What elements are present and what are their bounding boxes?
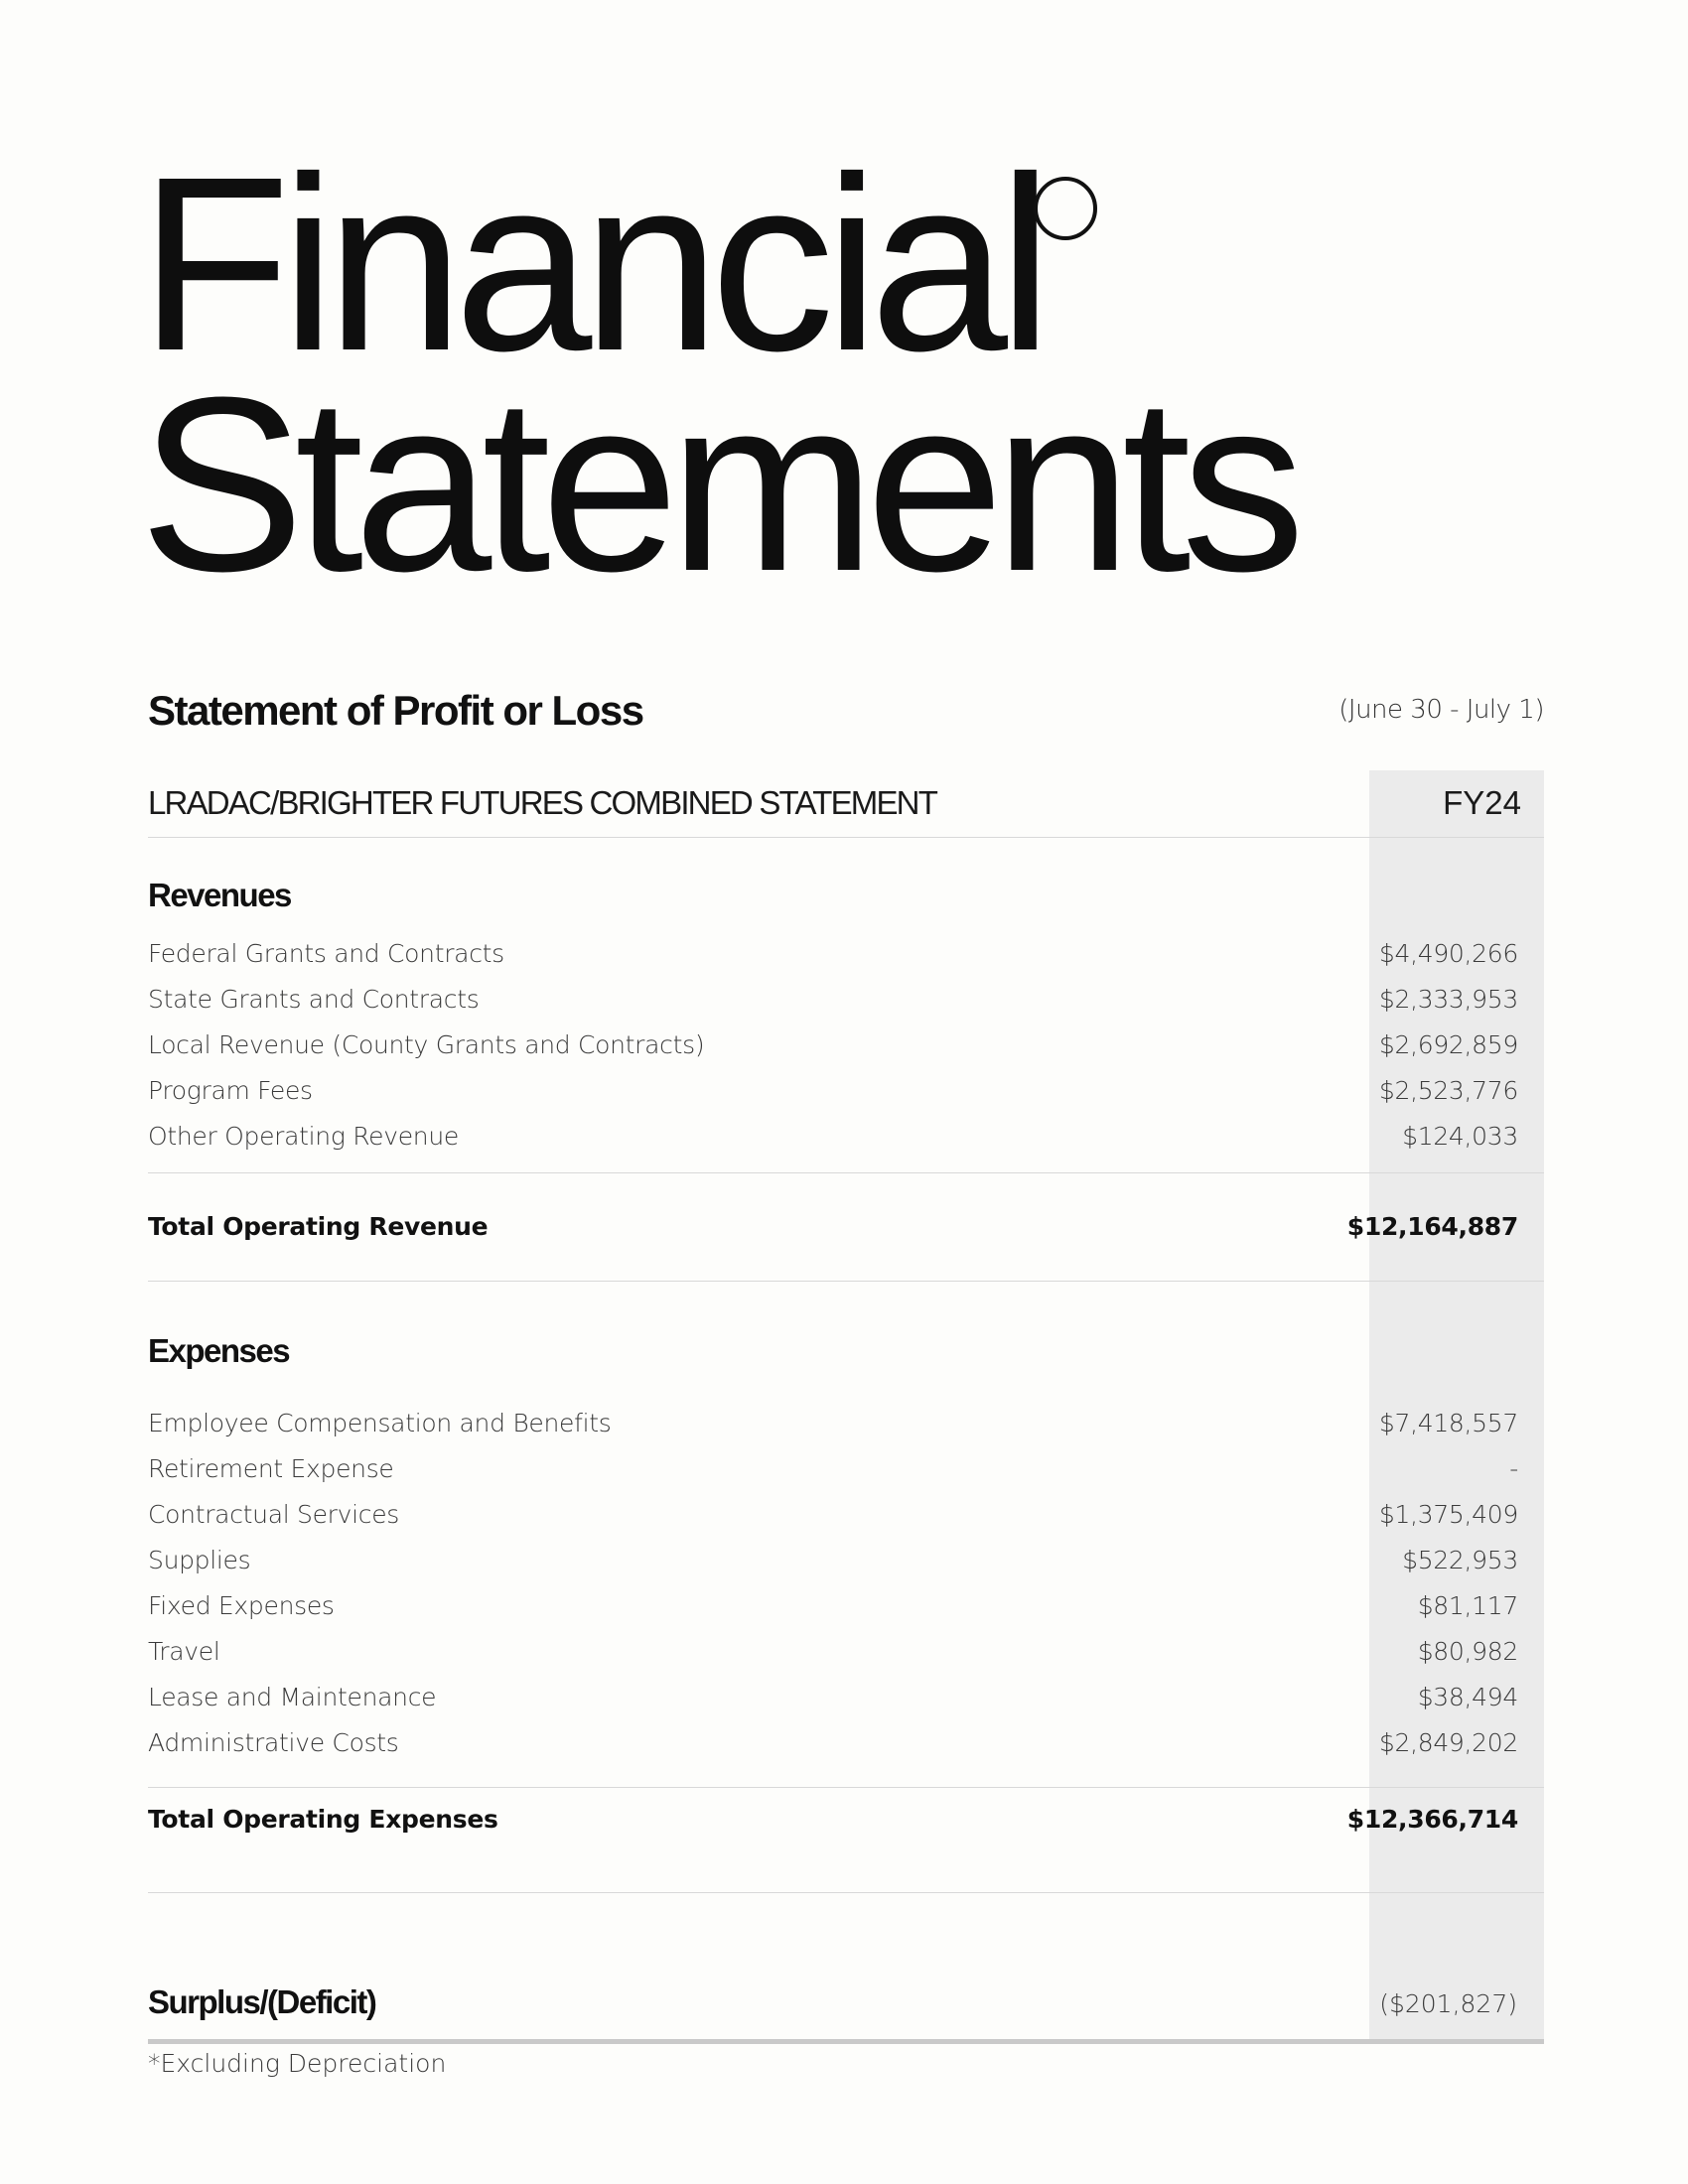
table-row bbox=[148, 1722, 1518, 1762]
expenses-heading: Expenses bbox=[148, 1332, 290, 1369]
table-row bbox=[148, 1024, 1518, 1064]
title-line-1: Financial bbox=[139, 125, 1044, 402]
table-row bbox=[148, 1448, 1518, 1488]
circle-icon bbox=[1034, 177, 1097, 240]
divider-thick bbox=[148, 2039, 1544, 2044]
table-row bbox=[148, 1403, 1518, 1442]
row-label: Retirement Expense bbox=[148, 1453, 394, 1483]
row-value: $4,490,266 bbox=[1378, 938, 1518, 968]
divider bbox=[148, 1172, 1544, 1173]
row-value: - bbox=[1509, 1453, 1518, 1483]
row-value: $12,366,714 bbox=[1346, 1804, 1518, 1834]
row-label: Local Revenue (County Grants and Contracts) bbox=[148, 1029, 705, 1059]
row-value: $81,117 bbox=[1417, 1590, 1518, 1620]
row-label: State Grants and Contracts bbox=[148, 984, 480, 1014]
divider bbox=[148, 1787, 1544, 1788]
table-row bbox=[148, 1540, 1518, 1579]
row-value: $2,333,953 bbox=[1378, 984, 1518, 1014]
total-operating-revenue-row bbox=[148, 1206, 1518, 1246]
date-range: (June 30 - July 1) bbox=[1338, 695, 1544, 725]
table-row bbox=[148, 1631, 1518, 1671]
divider bbox=[148, 837, 1544, 838]
row-label: Federal Grants and Contracts bbox=[148, 938, 504, 968]
title-line-2: Statements bbox=[139, 345, 1296, 622]
row-value: $38,494 bbox=[1417, 1682, 1518, 1711]
divider bbox=[148, 1281, 1544, 1282]
row-value: $7,418,557 bbox=[1378, 1408, 1518, 1437]
column-header-fy24: FY24 bbox=[1443, 784, 1521, 821]
total-operating-expenses-row bbox=[148, 1799, 1518, 1839]
table-row bbox=[148, 979, 1518, 1019]
row-label: Fixed Expenses bbox=[148, 1590, 335, 1620]
row-label: Total Operating Revenue bbox=[148, 1211, 489, 1241]
row-label: Supplies bbox=[148, 1545, 251, 1574]
row-label: Lease and Maintenance bbox=[148, 1682, 437, 1711]
row-value: $522,953 bbox=[1402, 1545, 1518, 1574]
row-value: $12,164,887 bbox=[1346, 1211, 1518, 1241]
table-row bbox=[148, 1677, 1518, 1716]
row-value: $2,692,859 bbox=[1378, 1029, 1518, 1059]
surplus-label: Surplus/(Deficit) bbox=[148, 1983, 376, 2020]
divider bbox=[148, 1892, 1544, 1893]
row-label: Travel bbox=[148, 1636, 220, 1666]
table-row bbox=[148, 1116, 1518, 1156]
row-label: Administrative Costs bbox=[148, 1727, 399, 1757]
table-row bbox=[148, 933, 1518, 973]
row-label: Other Operating Revenue bbox=[148, 1121, 459, 1151]
row-label: Contractual Services bbox=[148, 1499, 400, 1529]
row-value: $1,375,409 bbox=[1378, 1499, 1518, 1529]
row-label: Total Operating Expenses bbox=[148, 1804, 498, 1834]
table-row bbox=[148, 1585, 1518, 1625]
revenues-heading: Revenues bbox=[148, 877, 291, 913]
row-value: $2,523,776 bbox=[1378, 1075, 1518, 1105]
page-title bbox=[139, 125, 1296, 622]
row-value: $124,033 bbox=[1402, 1121, 1518, 1151]
table-row bbox=[148, 1494, 1518, 1534]
row-value: $80,982 bbox=[1417, 1636, 1518, 1666]
row-value: $2,849,202 bbox=[1378, 1727, 1518, 1757]
statement-heading: Statement of Profit or Loss bbox=[148, 687, 643, 734]
table-row bbox=[148, 1070, 1518, 1110]
statement-label: LRADAC/BRIGHTER FUTURES COMBINED STATEMENT bbox=[148, 784, 937, 821]
row-label: Program Fees bbox=[148, 1075, 313, 1105]
footnote: *Excluding Depreciation bbox=[148, 2049, 447, 2078]
row-label: Employee Compensation and Benefits bbox=[148, 1408, 612, 1437]
surplus-value: ($201,827) bbox=[1379, 1989, 1517, 2018]
